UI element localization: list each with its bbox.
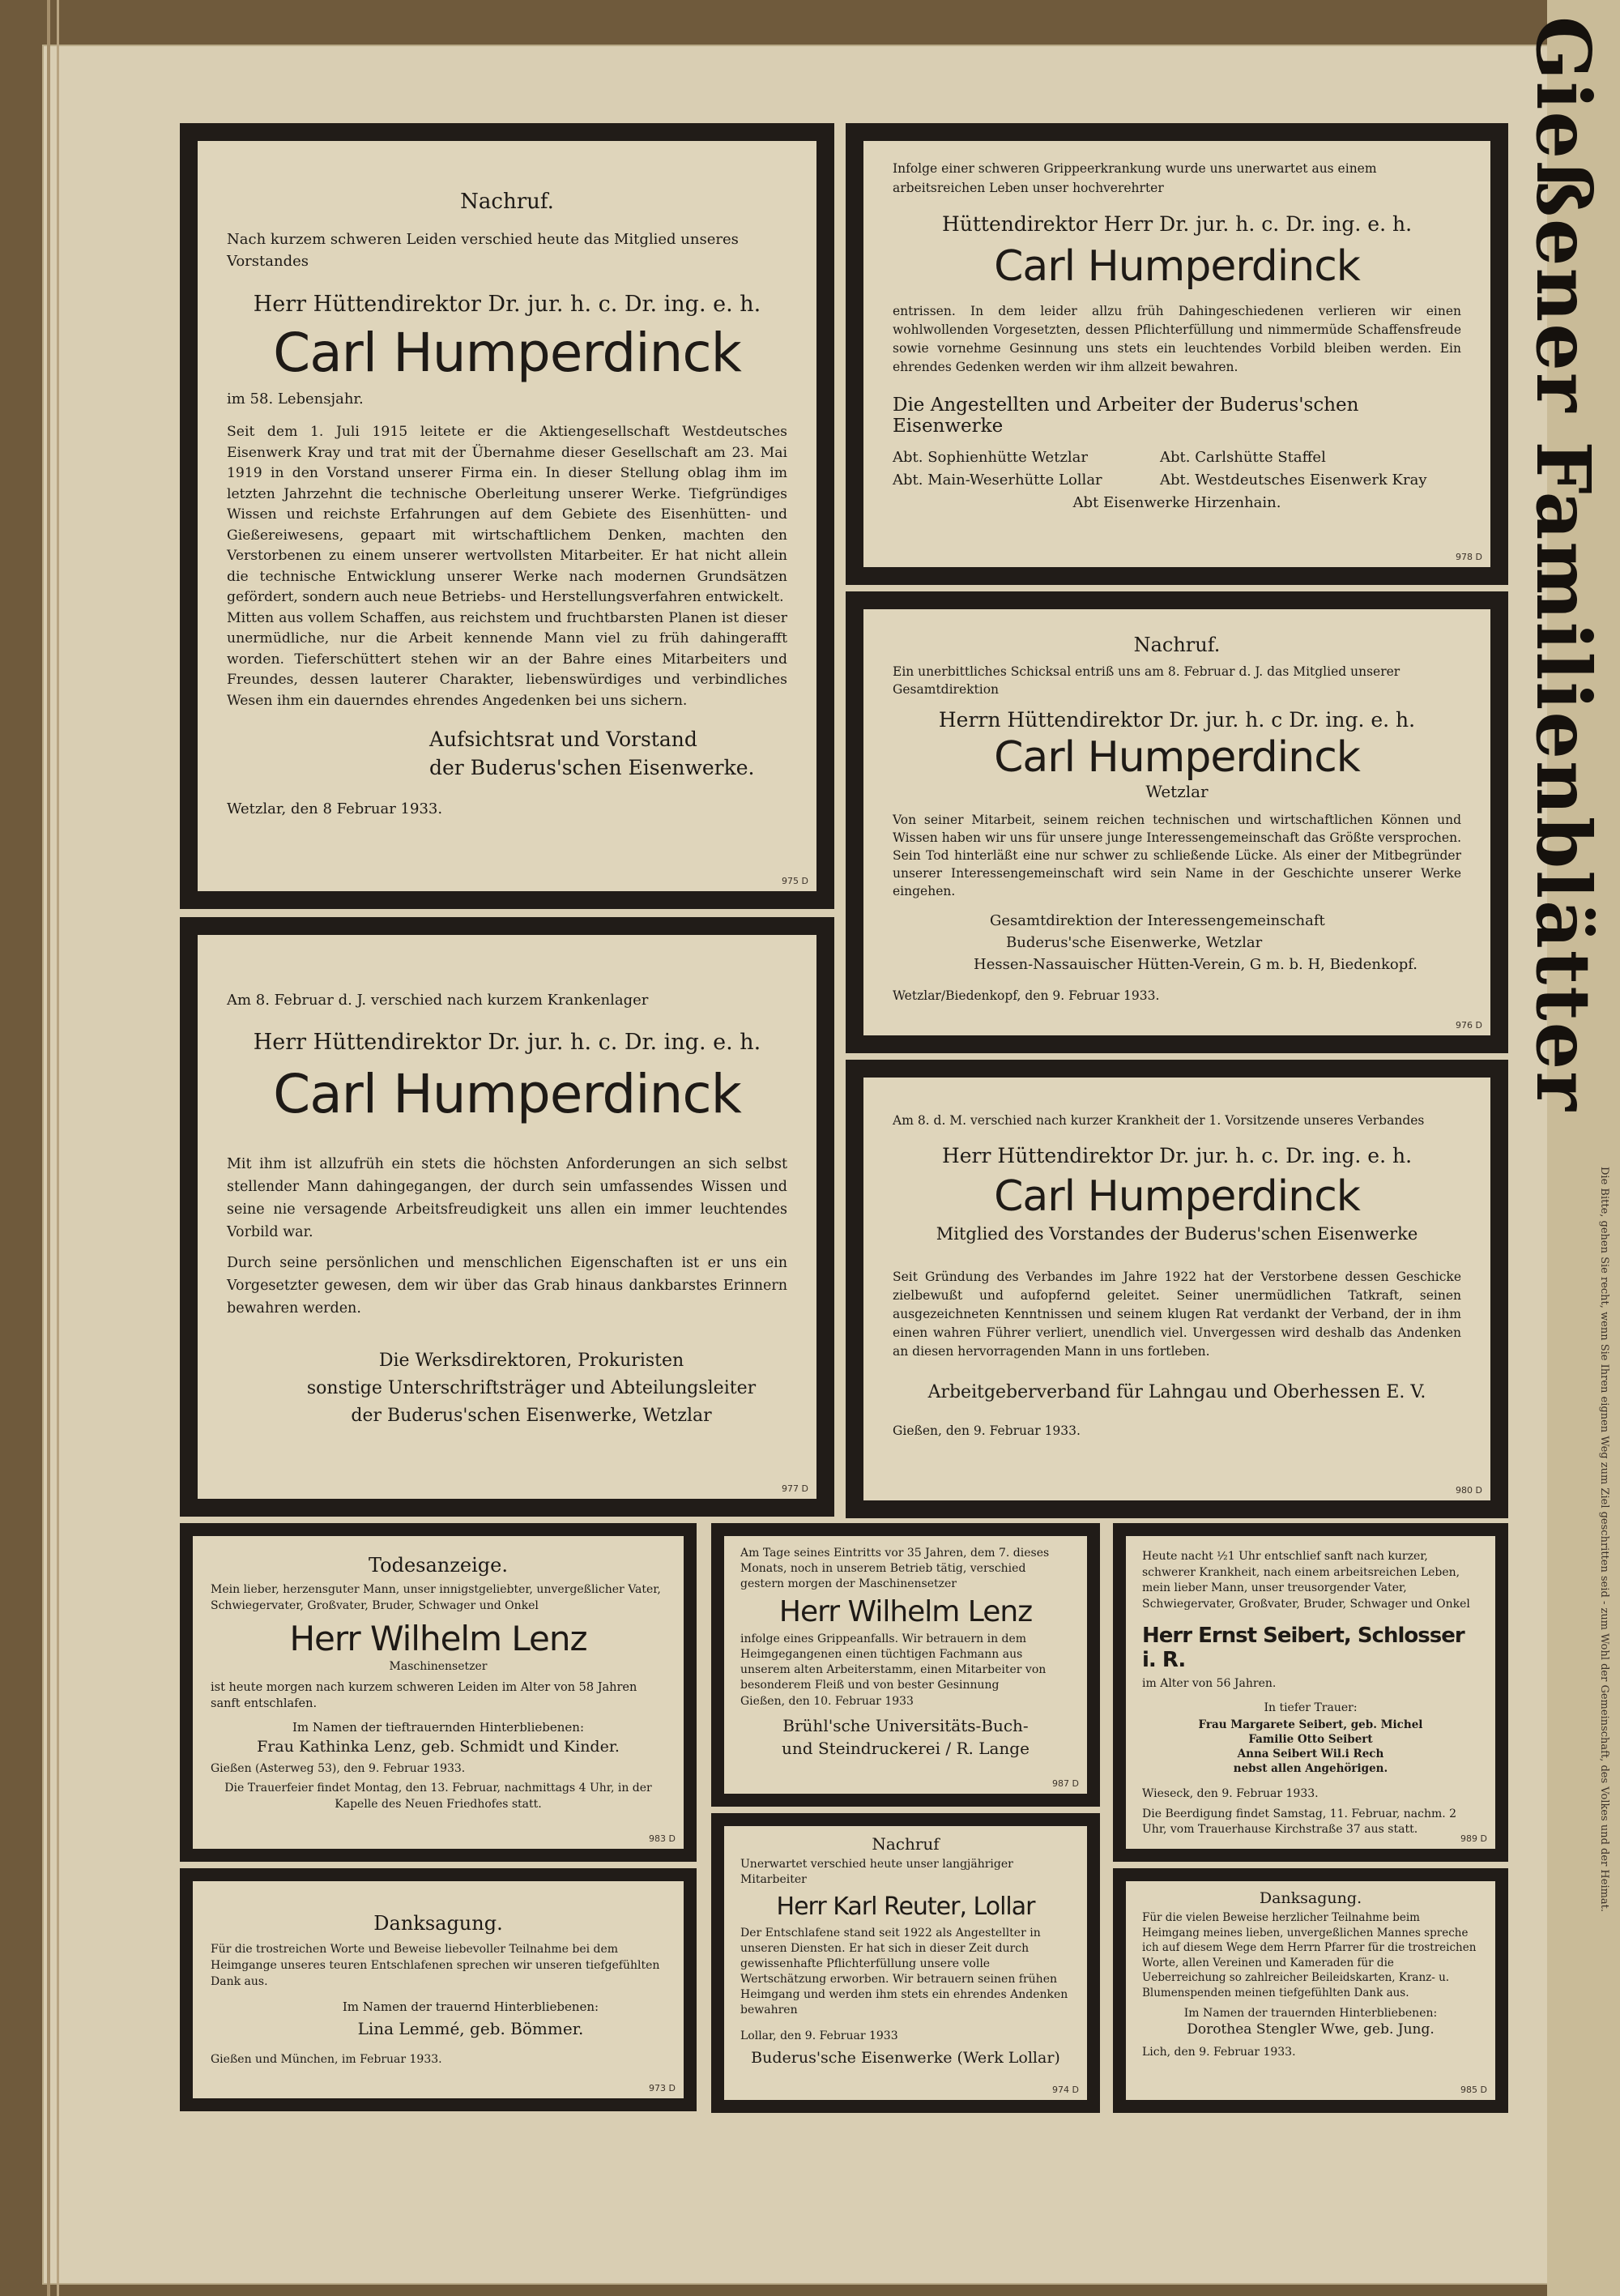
ad-signature-3: der Buderus'schen Eisenwerke, Wetzlar (351, 1406, 712, 1426)
ad-body: infolge eines Grippeanfalls. Wir betrauern in dem Heimgegangenen einen tüchtigen Fachmann aus unserem alten Arbeiterstamm, einen Mitarbeiter von besonderem Fleiß und von bester Gesinnung (740, 1632, 1047, 1692)
ad-heading: Nachruf. (1133, 634, 1221, 656)
ad-heading: Nachruf. (460, 190, 554, 214)
ad-intro: Mein lieber, herzensguter Mann, unser innigstgeliebter, unvergeßlicher Vater, Schwiegervater, Großvater, Bruder, Schwager und Onkel (211, 1583, 661, 1612)
ad-code: 977 D (782, 1483, 808, 1494)
ad-code: 976 D (1456, 1020, 1482, 1031)
ad-place-date: Gießen, den 10. Februar 1933 (740, 1695, 914, 1708)
thanks-ad-9 (180, 1868, 697, 2111)
ad-intro: Unerwartet verschied heute unser langjähriger Mitarbeiter (740, 1858, 1013, 1886)
ad-code: 973 D (649, 2083, 676, 2093)
deceased-name: Carl Humperdinck (994, 1172, 1360, 1221)
ad-body: Von seiner Mitarbeit, seinem reichen technischen und wirtschaftlichen Können und Wissen haben wir uns für unsere junge Interessengemeinschaft das Größte versprochen. Sein Tod hinterläßt eine nur schwer zu schließende Lücke. Als einer der Mitbegründer unserer Interessengemeinschaft wird sein Name in der Geschichte unserer Werke eingehen. (893, 813, 1461, 898)
ad-body: Der Entschlafene stand seit 1922 als Angestellter in unseren Diensten. Er hat sich in dieser Zeit durch gewissenhafte Pflichterfüllung unsere volle Wertschätzung erworben. Wir betrauern seinen frühen Heimgang und werden ihm stets ein ehrendes Andenken bewahren (740, 1927, 1068, 2016)
ad-body: Seit dem 1. Juli 1915 leitete er die Aktiengesellschaft Westdeutsches Eisenwerk Kray und trat mit der Übernahme dieser Gesellschaft am 23. Mai 1919 in den Vorstand unserer Firma ein. In dieser Stellung oblag ihm im letzten Jahrzehnt die technische Oberleitung unserer Werke. Tiefgründiges Wissen und reichste Erfahrungen auf dem Gebiete des Eisenhütten- und Gießereiwesens, gepaart mit wirtschaftlichem Denken, machten den Verstorbenen zu einem unserer wertvollsten Mitarbeiter. Er hat nicht allein die technische Entwicklung unserer Werke nach modernen Grundsätzen gefördert, sondern auch neue Betriebs- und Herstellungsverfahren entwickelt. (227, 424, 787, 605)
ad-code: 975 D (782, 876, 808, 886)
ad-place-date: Wetzlar/Biedenkopf, den 9. Februar 1933. (893, 988, 1160, 1003)
works-5: Abt Eisenwerke Hirzenhain. (1072, 494, 1281, 511)
ad-code: 989 D (1460, 1833, 1487, 1844)
ad-body-2: Durch seine persönlichen und menschlichen Eigenschaften ist er uns ein Vorgesetzter gewesen, dem wir über das Grab hinaus dankbarstes Erinnern bewahren werden. (227, 1255, 787, 1317)
ad-mourners-label: Im Namen der trauernden Hinterbliebenen: (1183, 2007, 1438, 2020)
ad-signature-1: Aufsichtsrat und Vorstand (429, 728, 697, 751)
ad-signature-1: Die Werksdirektoren, Prokuristen (378, 1351, 684, 1371)
works-3: Abt. Main-Weserhütte Lollar (893, 472, 1102, 489)
thanks-ad-11 (1113, 1868, 1508, 2113)
works-4: Abt. Westdeutsches Eisenwerk Kray (1160, 472, 1427, 489)
ad-widow: Dorothea Stengler Wwe, geb. Jung. (1187, 2021, 1435, 2038)
ad-title: Herr Hüttendirektor Dr. jur. h. c. Dr. ing. e. h. (941, 1144, 1413, 1167)
ad-place-date: Gießen und München, im Februar 1933. (211, 2053, 442, 2066)
obituary-ad-7 (711, 1523, 1100, 1807)
ad-heading: Danksagung. (1259, 1889, 1362, 1907)
mourner-2: Familie Otto Seibert (1248, 1733, 1373, 1746)
obituary-ad-1 (180, 123, 834, 909)
ad-heading: Danksagung. (373, 1912, 503, 1935)
obituary-ad-8 (1113, 1523, 1508, 1862)
ad-mourners-label: Im Namen der trauernd Hinterbliebenen: (342, 1999, 599, 2014)
deceased-name: Carl Humperdinck (273, 1063, 741, 1125)
ad-signature: Arbeitgeberverband für Lahngau und Oberhessen E. V. (927, 1382, 1426, 1402)
ad-code: 987 D (1052, 1778, 1079, 1789)
ad-place-date: Gießen, den 9. Februar 1933. (893, 1423, 1081, 1438)
deceased-name: Carl Humperdinck (994, 733, 1360, 782)
ad-place-date: Lich, den 9. Februar 1933. (1142, 2046, 1296, 2059)
obituary-ad-10 (711, 1813, 1100, 2113)
ad-code: 980 D (1456, 1485, 1482, 1496)
ad-place-date: Wieseck, den 9. Februar 1933. (1142, 1787, 1319, 1800)
ad-mourners-label: In tiefer Trauer: (1264, 1701, 1358, 1714)
ad-signature-2: Buderus'sche Eisenwerke, Wetzlar (1006, 934, 1263, 951)
obituary-ad-2 (846, 123, 1508, 585)
deceased-name: Herr Ernst Seibert, Schlosser i. R. (1142, 1624, 1464, 1672)
ad-heading: Todesanzeige. (369, 1554, 508, 1577)
ad-body: Seit Gründung des Verbandes im Jahre 1922 hat der Verstorbene dessen Geschicke zielbewußt und aufopfernd geleitet. Seiner unermüdlichen Tatkraft, seinen ausgezeichneten Kenntnissen und seinem klugen Rat verdankt der Verband, der in ihm einen wahren Führer verliert, unendlich viel. Unvergessen wird deshalb das Andenken an diesen hervorragenden Mann in uns fortleben. (893, 1270, 1461, 1359)
ad-signature: Die Angestellten und Arbeiter der Buderus'schen Eisenwerke (893, 395, 1359, 437)
ad-job: Maschinensetzer (389, 1660, 488, 1673)
ad-code: 985 D (1460, 2085, 1487, 2095)
ad-role: Mitglied des Vorstandes der Buderus'schen Eisenwerke (936, 1224, 1418, 1244)
ad-widow: Lina Lemmé, geb. Bömmer. (357, 2019, 584, 2038)
ad-title: Herrn Hüttendirektor Dr. jur. h. c Dr. ing. e. h. (938, 708, 1416, 732)
deceased-name: Herr Wilhelm Lenz (289, 1619, 587, 1658)
ad-signature-1: Brühl'sche Universitäts-Buch- (782, 1716, 1029, 1735)
ad-code: 974 D (1052, 2085, 1079, 2095)
ad-body: Für die trostreichen Worte und Beweise liebevoller Teilnahme bei dem Heimgange unseres teuren Entschlafenen sprechen wir unseren tiefgefühlten Dank aus. (211, 1943, 660, 1988)
ad-place-date: Lollar, den 9. Februar 1933 (740, 2029, 898, 2042)
ad-title: Herr Hüttendirektor Dr. jur. h. c. Dr. ing. e. h. (253, 292, 761, 317)
ad-city: Wetzlar (1145, 782, 1209, 801)
ad-signature-2: sonstige Unterschriftsträger und Abteilungsleiter (306, 1378, 757, 1398)
ad-age: im Alter von 56 Jahren. (1142, 1677, 1277, 1690)
ad-intro: Nach kurzem schweren Leiden verschied heute das Mitglied unseres Vorstandes (227, 231, 739, 270)
deceased-name: Herr Wilhelm Lenz (778, 1595, 1033, 1628)
ad-intro: Heute nacht ½1 Uhr entschlief sanft nach kurzer, schwerer Krankheit, nach einem arbeitsreichen Leben, mein lieber Mann, unser treusorgender Vater, Schwiegervater, Großvater, Bruder, Schwager und Onkel (1142, 1550, 1470, 1611)
adjacent-page-text: Die Bitte, gehen Sie recht, wenn Sie Ihren eignen Weg zum Ziel geschritten seid - zum Wohl der Gemeinschaft, des Volkes und der Heimat. (1598, 1167, 1610, 1913)
ad-signature-2: und Steindruckerei / R. Lange (782, 1739, 1030, 1758)
obituary-ad-6 (180, 1523, 697, 1862)
ad-body-2: Mitten aus vollem Schaffen, aus reichstem und fruchtbarsten Planen ist dieser unermüdliche, nur die Arbeit kennende Mann viel zu früh dahingerafft worden. Tieferschüttert stehen wir an der Bahre eines Mitarbeiters und Freundes, dessen lauterer Charakter, liebenswürdiges und verbindliches Wesen ihm ein dauerndes ehrendes Angedenken bei uns sichern. (227, 609, 787, 709)
ad-signature-2: der Buderus'schen Eisenwerke. (429, 756, 755, 779)
ad-title: Hüttendirektor Herr Dr. jur. h. c. Dr. ing. e. h. (941, 212, 1413, 236)
ad-widow: Frau Kathinka Lenz, geb. Schmidt und Kinder. (257, 1738, 620, 1756)
ad-title: Herr Hüttendirektor Dr. jur. h. c. Dr. ing. e. h. (253, 1030, 761, 1055)
ad-intro: Am Tage seines Eintritts vor 35 Jahren, dem 7. dieses Monats, noch in unserem Betrieb tätig, verschied gestern morgen der Maschinensetzer (740, 1547, 1050, 1590)
ad-body: entrissen. In dem leider allzu früh Dahingeschiedenen verlieren wir einen wohlwollenden Vorgesetzten, dessen Pflichterfüllung und nimmermüde Schaffensfreude sowie vornehme Gesinnung uns stets ein leuchtendes Vorbild bleiben werden. Ein ehrendes Gedenken werden wir ihm allzeit bewahren. (893, 304, 1461, 374)
ad-place-date: Gießen (Asterweg 53), den 9. Februar 1933. (211, 1762, 466, 1775)
works-1: Abt. Sophienhütte Wetzlar (893, 449, 1089, 466)
ad-intro: Am 8. d. M. verschied nach kurzer Krankheit der 1. Vorsitzende unseres Verbandes (893, 1113, 1425, 1128)
ad-place-date: Wetzlar, den 8 Februar 1933. (227, 800, 443, 817)
ad-body: Für die vielen Beweise herzlicher Teilnahme beim Heimgang meines lieben, unvergeßlichen Mannes spreche ich auf diesem Wege dem Herrn Pfarrer für die trostreichen Worte, allen Vereinen und Kameraden für die Ueberreichung so zahlreicher Beileidskarten, Kranz- u. Blumenspenden meinen tiefgefühlten Dank aus. (1142, 1911, 1477, 1999)
ad-mourners-label: Im Namen der tieftrauernden Hinterbliebenen: (292, 1720, 585, 1735)
ad-body: Mit ihm ist allzufrüh ein stets die höchsten Anforderungen an sich selbst stellender Mann dahingegangen, der durch sein umfassendes Wissen und seine nie versagende Arbeitsfreudigkeit uns allen ein immer leuchtendes Vorbild war. (227, 1156, 787, 1240)
ad-funeral: Die Beerdigung findet Samstag, 11. Februar, nachm. 2 Uhr, vom Trauerhause Kirchstraße 37 aus statt. (1142, 1807, 1457, 1836)
ad-signature: Buderus'sche Eisenwerke (Werk Lollar) (751, 2049, 1060, 2067)
ad-code: 978 D (1456, 552, 1482, 562)
deceased-name: Carl Humperdinck (273, 322, 741, 384)
ad-funeral: Die Trauerfeier findet Montag, den 13. Februar, nachmittags 4 Uhr, in der Kapelle des Neuen Friedhofes statt. (224, 1782, 652, 1811)
deceased-name: Herr Karl Reuter, Lollar (776, 1893, 1035, 1921)
deceased-name: Carl Humperdinck (994, 242, 1360, 291)
mourner-1: Frau Margarete Seibert, geb. Michel (1198, 1718, 1423, 1731)
mourner-3: Anna Seibert Wil.i Rech (1237, 1748, 1384, 1760)
ad-intro: Am 8. Februar d. J. verschied nach kurzem Krankenlager (227, 992, 649, 1009)
ad-code: 983 D (649, 1833, 676, 1844)
ad-signature-3: Hessen-Nassauischer Hütten-Verein, G m. b. H, Biedenkopf. (974, 956, 1418, 973)
ad-intro: Infolge einer schweren Grippeerkrankung wurde uns unerwartet aus einem arbeitsreichen Leben unser hochverehrter (893, 161, 1377, 195)
masthead-vertical: Gießener Familienblätter (1520, 16, 1607, 1112)
obituary-ad-4 (180, 917, 834, 1517)
obituary-ad-3 (846, 591, 1508, 1053)
ad-intro: Ein unerbittliches Schicksal entriß uns am 8. Februar d. J. das Mitglied unserer Gesamtdirektion (893, 664, 1400, 697)
ad-age: im 58. Lebensjahr. (227, 390, 364, 408)
ad-signature-1: Gesamtdirektion der Interessengemeinschaft (990, 912, 1325, 929)
works-2: Abt. Carlshütte Staffel (1160, 449, 1326, 466)
mourner-4: nebst allen Angehörigen. (1233, 1762, 1388, 1775)
obituary-ad-5 (846, 1060, 1508, 1518)
adjacent-page-edge (1520, 0, 1620, 2296)
ad-body: ist heute morgen nach kurzem schweren Leiden im Alter von 58 Jahren sanft entschlafen. (211, 1681, 637, 1710)
ad-heading: Nachruf (872, 1834, 940, 1854)
